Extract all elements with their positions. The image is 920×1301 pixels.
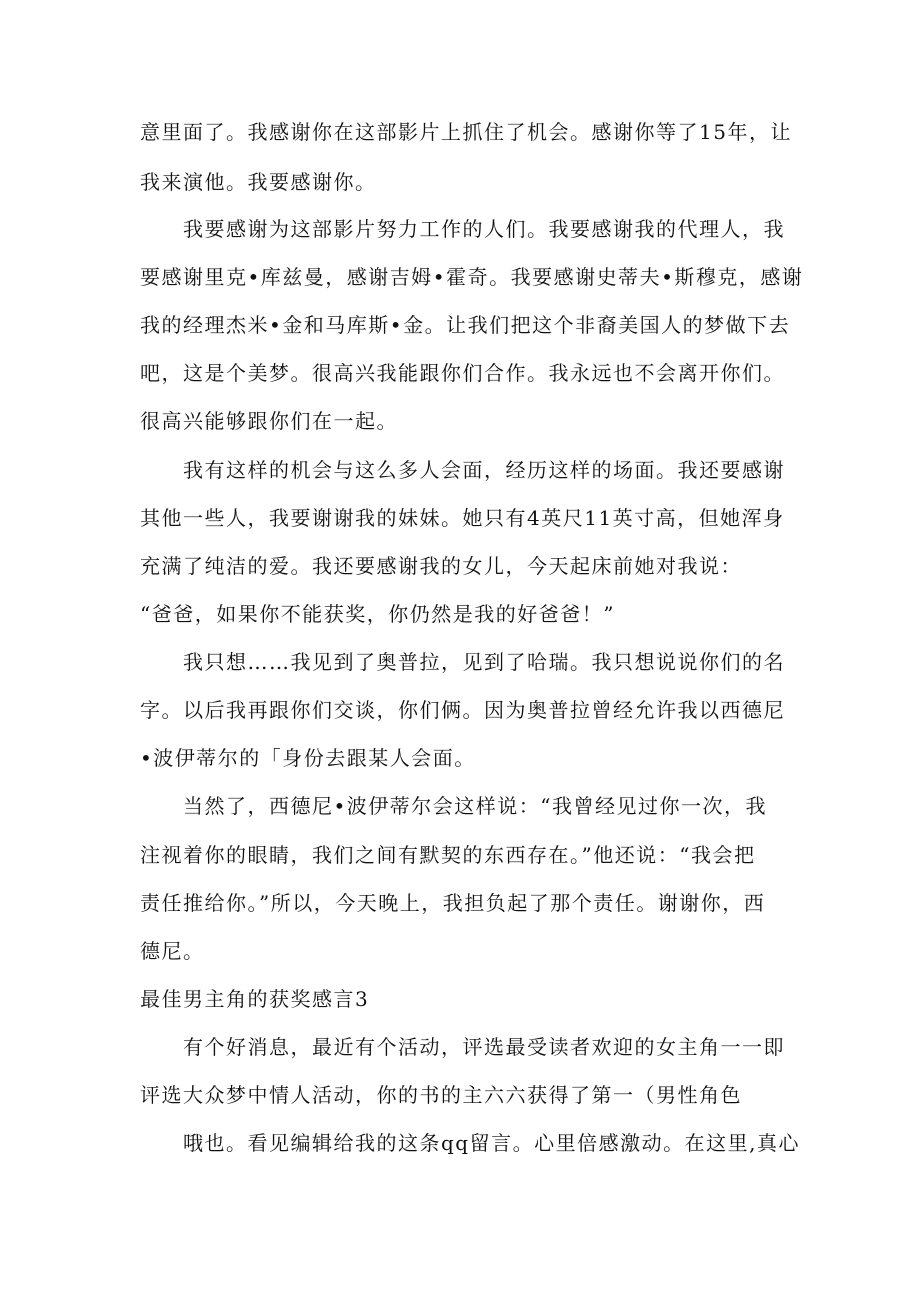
text-line: 我有这样的机会与这么多人会面，经历这样的场面。我还要感谢 <box>183 458 785 482</box>
text-line: 其他一些人，我要谢谢我的妹妹。她只有4英尺11英寸高，但她浑身 <box>140 506 785 530</box>
text-line: 当然了，西德尼•波伊蒂尔会这样说：“我曾经见过你一次，我 <box>183 794 768 818</box>
text-line: 意里面了。我感谢你在这部影片上抓住了机会。感谢你等了15年，让 <box>140 120 792 144</box>
text-line: 要感谢里克•库兹曼，感谢吉姆•霍奇。我要感谢史蒂夫•斯穆克，感谢 <box>140 265 804 289</box>
text-line: 字。以后我再跟你们交谈，你们俩。因为奥普拉曾经允许我以西德尼 <box>140 698 785 722</box>
text-line: 我只想……我见到了奥普拉，见到了哈瑞。我只想说说你们的名 <box>183 650 785 674</box>
text-line: 很高兴能够跟你们在一起。 <box>140 409 398 433</box>
text-line: 德尼。 <box>140 939 205 963</box>
text-line: 充满了纯洁的爱。我还要感谢我的女儿，今天起床前她对我说： <box>140 554 742 578</box>
text-line: 哦也。看见编辑给我的这条qq留言。心里倍感激动。在这里,真心 <box>183 1131 800 1155</box>
text-line: •波伊蒂尔的「身份去跟某人会面。 <box>140 746 476 770</box>
text-line: “爸爸，如果你不能获奖，你仍然是我的好爸爸！” <box>140 602 615 626</box>
text-line: 有个好消息，最近有个活动，评选最受读者欢迎的女主角一一即 <box>183 1035 785 1059</box>
text-line: 评选大众梦中情人活动，你的书的主六六获得了第一（男性角色 <box>140 1083 742 1107</box>
text-line: 责任推给你。”所以，今天晚上，我担负起了那个责任。谢谢你，西 <box>140 891 766 915</box>
text-line: 注视着你的眼睛，我们之间有默契的东西存在。”他还说：“我会把 <box>140 843 756 867</box>
text-line: 吧，这是个美梦。很高兴我能跟你们合作。我永远也不会离开你们。 <box>140 361 785 385</box>
text-line: 我要感谢为这部影片努力工作的人们。我要感谢我的代理人，我 <box>183 217 785 241</box>
text-line: 我的经理杰米•金和马库斯•金。让我们把这个非裔美国人的梦做下去 <box>140 313 791 337</box>
text-line: 我来演他。我要感谢你。 <box>140 170 377 194</box>
section-heading: 最佳男主角的获奖感言3 <box>140 987 370 1011</box>
